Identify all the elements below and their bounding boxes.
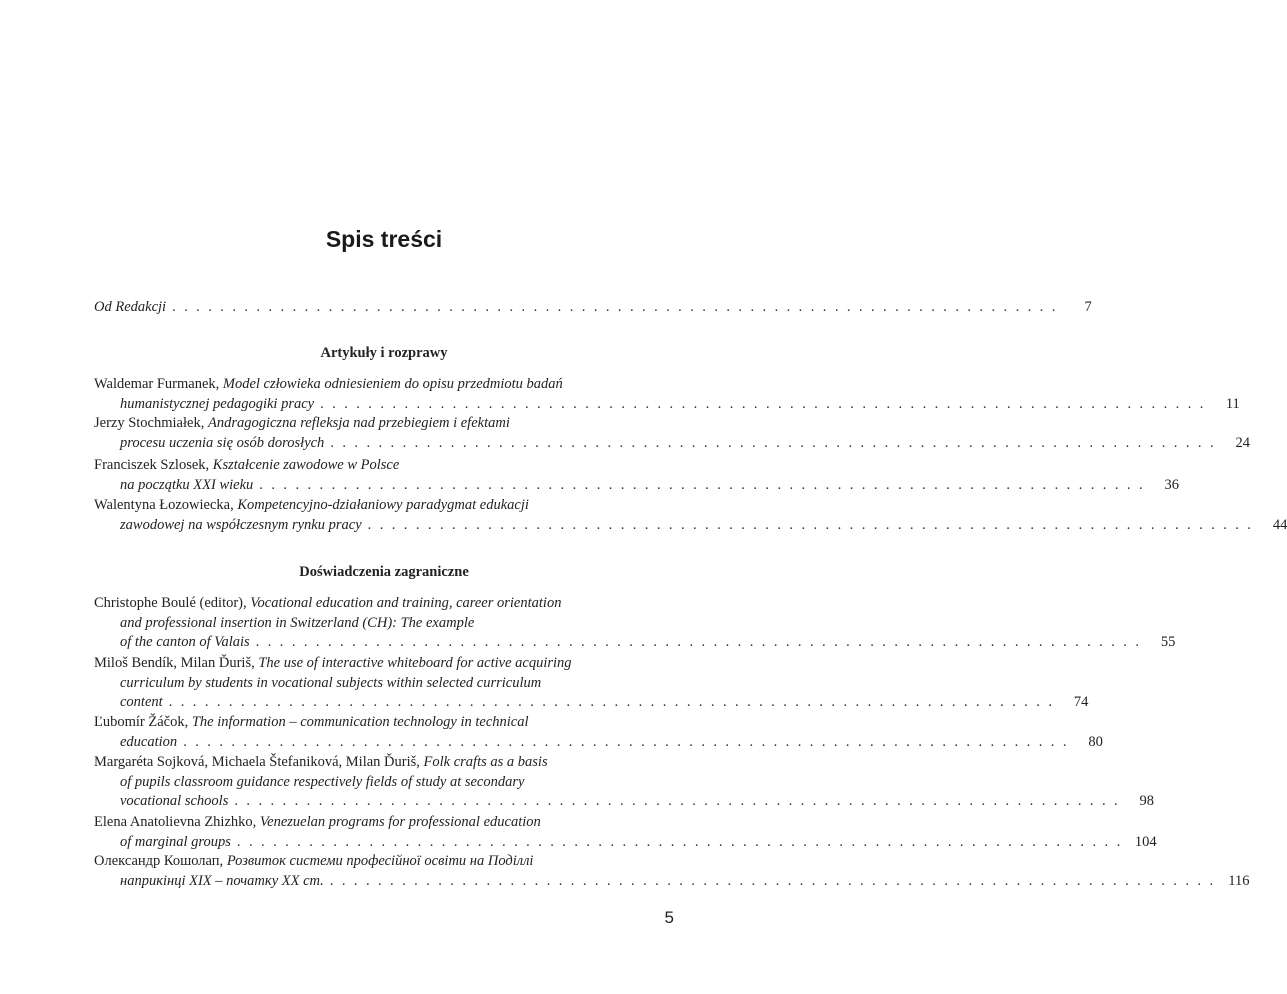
toc-entry-title: zawodowej na współczesnym rynku pracy [120,516,362,533]
toc-entry-author: Miloš Bendík, Milan Ďuriš, [94,655,259,671]
toc-entry[interactable] [94,456,1179,495]
toc-entry[interactable] [94,496,1287,535]
toc-entry-author: Олександр Кошолап, [94,853,227,869]
toc-entry[interactable] [94,594,1176,653]
toc-entry-title: of pupils classroom guidance respectively fields of study at secondary [120,773,525,790]
toc-entry-author: Margaréta Sojková, Michaela Štefaniková, Milan Ďuriš, [94,754,424,770]
toc-entry-title: Folk crafts as a basis [423,754,548,770]
toc-page-number: 36 [1164,476,1179,493]
leader-dots: . . . . . . . . . . . . . . . . . . . . . . . . . . . . . . . . . . . . . . . . . . . . . . . . . . . . . . . . . . . . . . . . . . . . . . . . . . [367,516,1254,533]
toc-entry-author: Elena Anatolievna Zhizhko, [94,814,260,830]
leader-dots: . . . . . . . . . . . . . . . . . . . . . . . . . . . . . . . . . . . . . . . . . . . . . . . . . . . . . . . . . . . . . . . . . . . . . . . . . . [255,634,1142,651]
leader-dots: . . . . . . . . . . . . . . . . . . . . . . . . . . . . . . . . . . . . . . . . . . . . . . . . . . . . . . . . . . . . . . . . . . . . . . . . . . [183,733,1069,750]
toc-entry-title: vocational schools [120,793,229,810]
toc-page-number: 7 [1084,299,1092,315]
toc-entry-title: Vocational education and training, career orientation [250,595,562,611]
toc-page-number: 74 [1073,694,1089,711]
section-heading: Doświadczenia zagraniczne [299,564,469,580]
leader-dots: . . . . . . . . . . . . . . . . . . . . . . . . . . . . . . . . . . . . . . . . . . . . . . . . . . . . . . . . . . . . . . . . . . . . . . . . . . [236,833,1123,850]
toc-entry-title: The use of interactive whiteboard for active acquiring [258,655,572,671]
leader-dots: . . . . . . . . . . . . . . . . . . . . . . . . . . . . . . . . . . . . . . . . . . . . . . . . . . . . . . . . . . . . . . . . . . . . . . . . . . [234,793,1121,810]
toc-page-number: 55 [1160,634,1176,651]
toc-page-number: 11 [1225,395,1240,412]
toc-entry-author: Franciszek Szlosek, [94,457,213,473]
toc-entry-title: наприкінці XIX – початку XX ст. [120,872,324,889]
toc-entry-title: Розвиток системи професійної освіти на Поділлі [226,853,534,869]
toc-entry[interactable] [94,753,1155,812]
leader-dots: . . . . . . . . . . . . . . . . . . . . . . . . . . . . . . . . . . . . . . . . . . . . . . . . . . . . . . . . . . . . . . . . . . . . . . . . . . [320,395,1206,412]
toc-page-number: 104 [1134,833,1157,850]
toc-entry-author: Ľubomír Žáčok, [94,714,192,730]
toc-page-number: 44 [1272,516,1287,533]
toc-entry[interactable] [94,813,1157,852]
leader-dots: . . . . . . . . . . . . . . . . . . . . . . . . . . . . . . . . . . . . . . . . . . . . . . . . . . . . . . . . . . . . . . . . . . . . . . . . . . [329,872,1216,889]
toc-entry-title: and professional insertion in Switzerland (CH): The example [120,614,475,631]
toc-entry-title: Andragogiczna refleksja nad przebiegiem i efektami [207,415,510,431]
toc-entry-title: Model człowieka odniesieniem do opisu przedmiotu badań [222,376,563,392]
toc-page-number: 98 [1139,793,1155,810]
toc-entry-author: Waldemar Furmanek, [94,376,223,392]
toc-entry-editorial[interactable] [94,298,1092,318]
toc-entry[interactable] [94,654,1089,713]
toc-entry-title: Od Redakcji [94,299,167,315]
toc-entry[interactable] [94,375,1240,414]
toc-entry-title: humanistycznej pedagogiki pracy [120,395,315,412]
toc-page-number: 80 [1088,733,1103,750]
toc-entry[interactable] [94,713,1103,752]
leader-dots: . . . . . . . . . . . . . . . . . . . . . . . . . . . . . . . . . . . . . . . . . . . . . . . . . . . . . . . . . . . . . . . . . . . . . . . . . . [330,434,1216,451]
toc-entry-title: Venezuelan programs for professional education [259,814,541,830]
leader-dots: . . . . . . . . . . . . . . . . . . . . . . . . . . . . . . . . . . . . . . . . . . . . . . . . . . . . . . . . . . . . . . . . . . . . . . . . . . [172,299,1058,315]
toc-entry-title: Kompetencyjno-działaniowy paradygmat edukacji [237,497,529,513]
toc-entry[interactable] [94,414,1250,453]
toc-entry-title: The information – communication technology in technical [191,714,529,730]
toc-page-number: 116 [1228,872,1250,889]
toc-entry-author: Jerzy Stochmiałek, [94,415,208,431]
toc-entry-title: curriculum by students in vocational subjects within selected curriculum [120,674,542,691]
toc-entry-title: of the canton of Valais [120,634,250,651]
toc-page-number: 24 [1235,434,1250,451]
toc-entry-title: of marginal groups [120,833,231,850]
toc-entry-author: Walentyna Łozowiecka, [94,497,238,513]
toc-entry-title: Kształcenie zawodowe w Polsce [212,457,400,473]
leader-dots: . . . . . . . . . . . . . . . . . . . . . . . . . . . . . . . . . . . . . . . . . . . . . . . . . . . . . . . . . . . . . . . . . . . . . . . . . . [259,476,1145,493]
toc-entry-author: Christophe Boulé (editor), [94,595,251,611]
toc-entry-title: procesu uczenia się osób dorosłych [120,434,325,451]
page-title: Spis treści [325,226,443,252]
toc-entry-title: content [120,694,163,711]
section-heading: Artykuły i rozprawy [320,345,448,361]
toc-entry-title: na początku XXI wieku [120,476,254,493]
leader-dots: . . . . . . . . . . . . . . . . . . . . . . . . . . . . . . . . . . . . . . . . . . . . . . . . . . . . . . . . . . . . . . . . . . . . . . . . . . [168,694,1055,711]
page-number: 5 [664,908,674,927]
toc-entry-title: education [120,733,178,750]
toc-entry[interactable] [94,852,1250,891]
